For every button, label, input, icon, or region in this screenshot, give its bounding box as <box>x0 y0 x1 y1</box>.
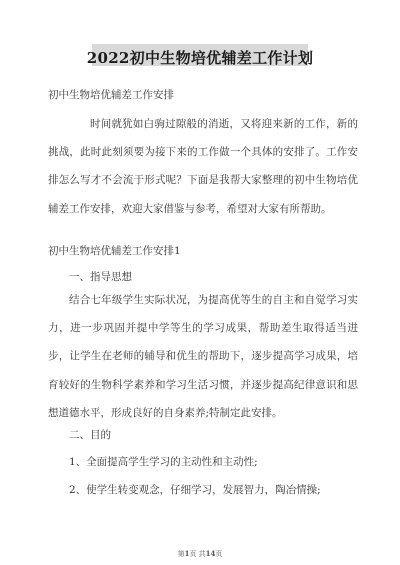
section-title: 初中生物培优辅差工作安排1 <box>48 245 181 257</box>
document-title: 2022初中生物培优辅差工作计划 <box>86 49 314 67</box>
guiding-text: 结合七年级学生实际状况，为提高优等生的自主和自觉学习实力，进一步巩固并提中学等生的学习成果，帮助差生取得适当进步，让学生在老师的辅导和优生的帮助下，逐步提高学习成果，培育较好的生物科学素养和学习生活习惯，并逐步提高纪律意识和思想道德水平，形成良好的自身素养;特制定此安排。 <box>48 294 358 419</box>
page-footer <box>0 549 400 559</box>
footer-page-number: 1 <box>184 549 190 558</box>
purpose-item-2: 2、使学生转变观念，仔细学习，发展智力，陶冶情操; <box>69 484 321 496</box>
footer-suffix: 页 <box>215 550 223 558</box>
purpose-item-1: 1、全面提高学生学习的主动性和主动性; <box>69 456 258 468</box>
footer-mid: 页 共 <box>189 550 206 558</box>
heading-guiding-ideology: 一、指导思想 <box>69 271 132 283</box>
intro-text: 时间就犹如白驹过隙般的消逝，又将迎来新的工作，新的挑战，此时此刻须要为接下来的工作做一个具体的安排了。工作安排怎么写才不会流于形式呢？下面是我帮大家整理的初中生物培优辅差工作安排，欢迎大家借鉴与参考，希望对大家有所帮助。 <box>48 118 358 215</box>
footer-prefix: 第 <box>177 550 185 558</box>
heading-purpose: 二、目的 <box>69 429 111 441</box>
guiding-paragraph <box>48 286 358 427</box>
footer-page-total: 14 <box>205 549 216 558</box>
intro-paragraph <box>48 110 358 223</box>
document-subtitle: 初中生物培优辅差工作安排 <box>48 89 174 101</box>
